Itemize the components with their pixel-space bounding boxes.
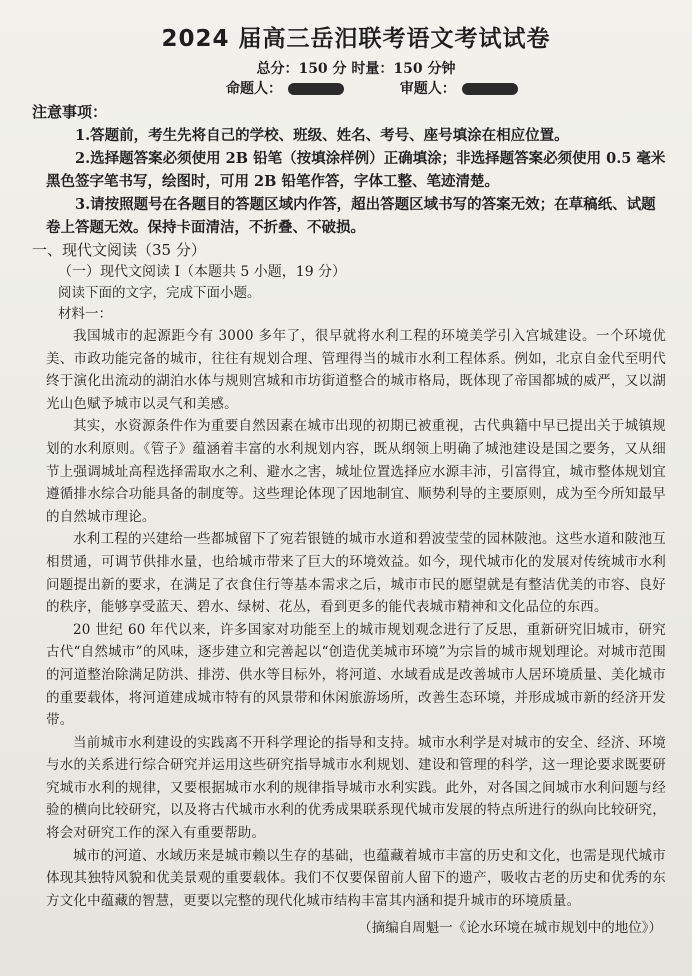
paragraph: 我国城市的起源距今有 3000 多年了，很早就将水利工程的环境美学引入宫城建设。一个环境优美、市政功能完备的城市，往往有规划合理、管理得当的城市水利工程体系。例如，北京自金代至明代终于演化出流动的湖泊水体与规则宫城和市坊街道整合的城市格局，既体现了帝国都城的威严，又以湖光山色赋予城市以灵气和美感。 (46, 328, 666, 412)
subsection-heading: （一）现代文阅读 I（本题共 5 小题，19 分） (58, 264, 347, 280)
exam-title: 2024 届高三岳汨联考语文考试试卷 (161, 26, 551, 52)
section-heading: 一、现代文阅读（35 分） (32, 241, 206, 259)
score-line: 总分：150 分 时量：150 分钟 (256, 61, 456, 77)
notice-item: 2.选择题答案必须使用 2B 铅笔（按填涂样例）正确填涂；非选择题答案必须使用 0.5 毫米黑色签字笔书写，绘图时，可用 2B 铅笔作答，字体工整、笔迹清楚。 (46, 150, 666, 190)
reviewer-label: 审题人： (399, 81, 456, 97)
setter-label: 命题人： (226, 81, 282, 97)
paragraph: 城市的河道、水域历来是城市赖以生存的基础，也蕴藏着城市丰富的历史和文化，也需是现代城市体现其独特风貌和优美景观的重要载体。我们不仅要保留前人留下的遗产，吸收古老的历史和优秀的东方文化中蕴藏的智慧，更要以完整的现代化城市结构丰富其内涵和提升城市的环境质量。 (46, 847, 666, 909)
notice-list (46, 124, 666, 239)
source-citation: （摘编自周魁一《论水环境在城市规划中的地位》） (358, 920, 662, 937)
paragraph: 20 世纪 60 年代以来，许多国家对功能至上的城市规划观念进行了反思，重新研究旧城市，研究古代“自然城市”的风味，逐步建立和完善起以“创造优美城市环境”为宗旨的城市规划理论。对城市范围的河道整治除满足防洪、排涝、供水等目标外，将河道、水域看成是改善城市人居环境质量、美化城市的重要载体，将河道建成城市特有的风景带和休闲旅游场所，改善生态环境，并形成城市新的经济开发带。 (46, 621, 666, 729)
reading-instruction: 阅读下面的文字，完成下面小题。 (58, 285, 261, 301)
notice-item: 1.答题前，考生先将自己的学校、班级、姓名、考号、座号填涂在相应位置。 (75, 127, 569, 144)
redacted-reviewer-name (462, 83, 518, 95)
redacted-setter-name (288, 83, 344, 95)
paragraph: 其实，水资源条件作为重要自然因素在城市出现的初期已被重视，古代典籍中早已提出关于城镇规划的水利原则。《管子》蕴涵着丰富的水利规划内容，既从纲领上明确了城池建设是国之要务，又从细节上强调城址高程选择需取水之利、避水之害，城址位置选择应水源丰沛，引富得宜，城市整体规划宜遵循排水综合功能具备的制度等。这些理论体现了因地制宜、顺势利导的主要原则，成为至今所知最早的自然城市理论。 (46, 418, 666, 525)
notice-item: 3.请按照题号在各题目的答题区域内作答，超出答题区域书写的答案无效；在草稿纸、试题卷上答题无效。保持卡面清洁，不折叠、不破损。 (46, 196, 656, 236)
author-line (226, 79, 666, 99)
paragraph: 当前城市水利建设的实践离不开科学理论的指导和支持。城市水利学是对城市的安全、经济、环境与水的关系进行综合研究并运用这些研究指导城市水利规划、建设和管理的科学，这一理论要求既要研究城市水利的规律，又要根据城市水利的规律指导城市水利实践。此外，对各国之间城市水利问题与经验的横向比较研究，以及将古代城市水利的优秀成果联系现代城市发展的特点所进行的纵向比较研究，将会对研究工作的深入有重要帮助。 (46, 734, 666, 842)
notice-title: 注意事项： (32, 103, 108, 121)
paragraph: 水利工程的兴建给一些都城留下了宛若银链的城市水道和碧波莹莹的园林陂池。这些水道和陂池互相贯通，可调节供排水量，也给城市带来了巨大的环境效益。如今，现代城市化的发展对传统城市水利问题提出新的要求，在满足了衣食住行等基本需求之后，城市市民的愿望就是有整洁优美的市容、良好的秩序，能够享受蓝天、碧水、绿树、花丛，看到更多的能代表城市精神和文化品位的东西。 (46, 531, 666, 616)
material-label: 材料一： (58, 306, 112, 322)
material-body (46, 325, 666, 912)
